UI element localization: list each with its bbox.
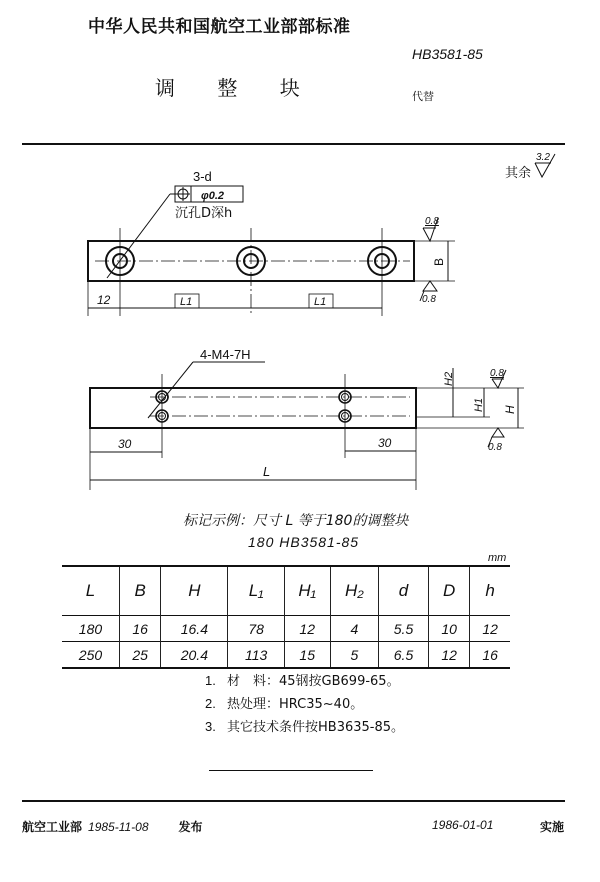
table-header-row (62, 566, 510, 616)
table-cell: 250 (78, 646, 103, 663)
note-item: 1. 材 料：45钢按GB699-65。 (205, 673, 400, 689)
table-cell: 16.4 (161, 616, 228, 642)
footer-issuer: 航空工业部 (22, 820, 83, 834)
table-cell: 15 (284, 642, 330, 669)
table-cell: 78 (228, 616, 284, 642)
top-view (88, 186, 455, 316)
table-cell: 12 (470, 616, 510, 642)
marking-example-code: 180 HB3581-85 (248, 534, 360, 550)
position-tolerance-value: φ0.2 (201, 190, 225, 202)
thread-callout: 4-M4-7H (200, 347, 251, 362)
table-cell: 6.5 (379, 642, 429, 669)
dim-right-offset: 30 (378, 436, 392, 450)
front-roughness-bottom-value: 0.8 (488, 442, 502, 453)
dim-edge-offset: 12 (97, 293, 111, 307)
table-cell: 20.4 (161, 642, 228, 669)
table-cell: 10 (428, 616, 469, 642)
roughness-bottom-value: 0.8 (422, 294, 436, 305)
front-roughness-top-value: 0.8 (490, 368, 504, 379)
roughness-top-value: 0.8 (425, 216, 439, 227)
footer-divider (22, 800, 565, 802)
hole-callout: 3-d (193, 169, 212, 184)
table-cell: 180 (78, 620, 103, 637)
col-header-h-depth: h (470, 566, 510, 616)
table-cell: 25 (119, 642, 160, 669)
roughness-other-value: 3.2 (536, 152, 550, 163)
technical-notes (205, 670, 404, 739)
dim-h1: H1 (473, 397, 485, 412)
note-item: 3. 其它技术条件按HB3635-85。 (205, 719, 405, 735)
table-cell: 12 (284, 616, 330, 642)
replaces-label: 代替 (412, 90, 434, 103)
table-cell: 16 (119, 616, 160, 642)
dim-length-l: L (263, 464, 271, 479)
note-item: 2. 热处理：HRC35~40。 (205, 696, 364, 712)
footer-effective-label: 实施 (540, 820, 565, 834)
table-row (62, 616, 510, 642)
dim-left-offset: 30 (118, 437, 132, 451)
col-header-h: H (161, 566, 228, 616)
counterbore-note: 沉孔D深h (175, 206, 233, 221)
col-header-l: L (85, 581, 96, 600)
col-header-d-large: D (428, 566, 469, 616)
dim-pitch-1: L1 (180, 296, 193, 308)
col-header-l1: L₁ (228, 566, 284, 616)
dim-width-b: B (432, 257, 446, 266)
table-cell: 5 (330, 642, 378, 669)
standard-code: HB3581-85 (412, 46, 483, 62)
table-unit: mm (488, 552, 507, 564)
col-header-d-small: d (379, 566, 429, 616)
table-cell: 4 (330, 616, 378, 642)
roughness-other-label: 其余 (505, 166, 532, 181)
table-cell: 16 (470, 642, 510, 669)
col-header-h2: H₂ (330, 566, 378, 616)
footer-issue (22, 818, 203, 835)
table-cell: 5.5 (379, 616, 429, 642)
table-cell: 113 (228, 642, 284, 669)
col-header-b: B (119, 566, 160, 616)
document-title: 调 整 块 (155, 76, 318, 100)
table-row (62, 642, 510, 669)
issuing-organization: 中华人民共和国航空工业部部标准 (88, 17, 351, 37)
dim-h: H (503, 405, 517, 414)
footer-issue-label: 发布 (178, 820, 203, 834)
dimension-table (62, 565, 510, 669)
table-cell: 12 (428, 642, 469, 669)
notes-end-rule (209, 770, 373, 771)
marking-example-caption: 标记示例：尺寸 L 等于180的调整块 (183, 513, 409, 529)
footer-issue-date: 1985-11-08 (88, 820, 149, 834)
dim-pitch-2: L1 (314, 296, 327, 308)
dim-h2: H2 (443, 371, 455, 386)
col-header-h1: H₁ (284, 566, 330, 616)
footer-effective-date: 1986-01-01 (432, 818, 494, 832)
front-view (90, 362, 524, 490)
